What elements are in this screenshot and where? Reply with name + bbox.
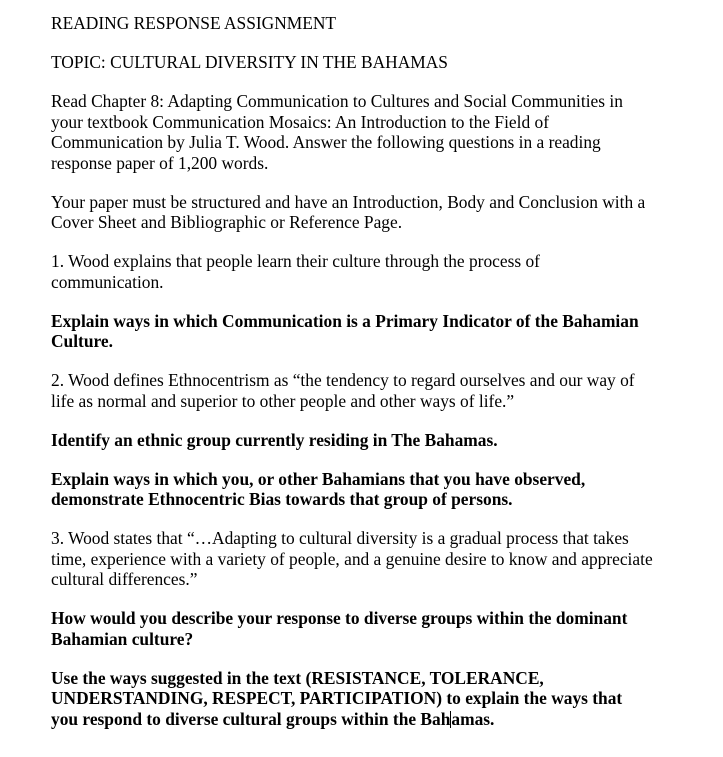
assignment-heading: READING RESPONSE ASSIGNMENT bbox=[51, 13, 337, 33]
question-3-task-a bbox=[51, 608, 691, 649]
question-3-task-b-text-after-caret: amas. bbox=[451, 708, 495, 729]
question-2-task-b bbox=[51, 469, 691, 510]
question-1-line: communication. bbox=[51, 271, 164, 292]
question-1-line: 1. Wood explains that people learn their culture through the process of bbox=[51, 251, 540, 271]
intro-line: your textbook Communication Mosaics: An Introduction to the Field of bbox=[51, 111, 549, 132]
topic-line: TOPIC: CULTURAL DIVERSITY IN THE BAHAMAS bbox=[51, 52, 448, 72]
structure-paragraph bbox=[51, 192, 691, 233]
intro-line: Read Chapter 8: Adapting Communication to Cultures and Social Communities in bbox=[51, 91, 623, 111]
structure-line: Your paper must be structured and have an Introduction, Body and Conclusion with a bbox=[51, 191, 646, 212]
question-3-task-a-line: How would you describe your response to diverse groups within the dominant bbox=[51, 608, 628, 628]
question-3-task-b-text-before-caret: you respond to diverse cultural groups within the Bah bbox=[51, 708, 451, 729]
question-1-task-line: Culture. bbox=[51, 331, 113, 351]
structure-line: Cover Sheet and Bibliographic or Reference Page. bbox=[51, 212, 403, 232]
question-2-task-a: Identify an ethnic group currently residing in The Bahamas. bbox=[51, 429, 498, 450]
intro-line: Communication by Julia T. Wood. Answer the following questions in a reading bbox=[51, 132, 601, 152]
intro-line: response paper of 1,200 words. bbox=[51, 152, 269, 173]
question-3-task-b-line: Use the ways suggested in the text (RESISTANCE, TOLERANCE, bbox=[51, 667, 544, 688]
question-2-line: life as normal and superior to other people and other ways of life.” bbox=[51, 390, 515, 411]
question-2-line: 2. Wood defines Ethnocentrism as “the tendency to regard ourselves and our way of bbox=[51, 370, 635, 390]
intro-paragraph bbox=[51, 91, 691, 173]
question-3-task-a-line: Bahamian culture? bbox=[51, 628, 194, 649]
question-3-paragraph bbox=[51, 528, 691, 590]
question-3-line: time, experience with a variety of people, and a genuine desire to know and appreciate bbox=[51, 548, 653, 569]
question-3-task-b bbox=[51, 668, 691, 730]
question-1-paragraph bbox=[51, 251, 691, 292]
document-page[interactable] bbox=[51, 13, 691, 729]
question-3-line: 3. Wood states that “…Adapting to cultural diversity is a gradual process that takes bbox=[51, 528, 629, 548]
question-2-task-b-line: Explain ways in which you, or other Bahamians that you have observed, bbox=[51, 468, 586, 489]
question-1-task-line: Explain ways in which Communication is a Primary Indicator of the Bahamian bbox=[51, 310, 639, 331]
question-2-paragraph bbox=[51, 370, 691, 411]
question-3-task-b-last-line bbox=[51, 709, 691, 730]
question-2-task-b-line: demonstrate Ethnocentric Bias towards that group of persons. bbox=[51, 489, 513, 509]
question-1-task bbox=[51, 311, 691, 352]
question-3-task-b-line: UNDERSTANDING, RESPECT, PARTICIPATION) to explain the ways that bbox=[51, 688, 623, 708]
question-3-line: cultural differences.” bbox=[51, 569, 198, 589]
